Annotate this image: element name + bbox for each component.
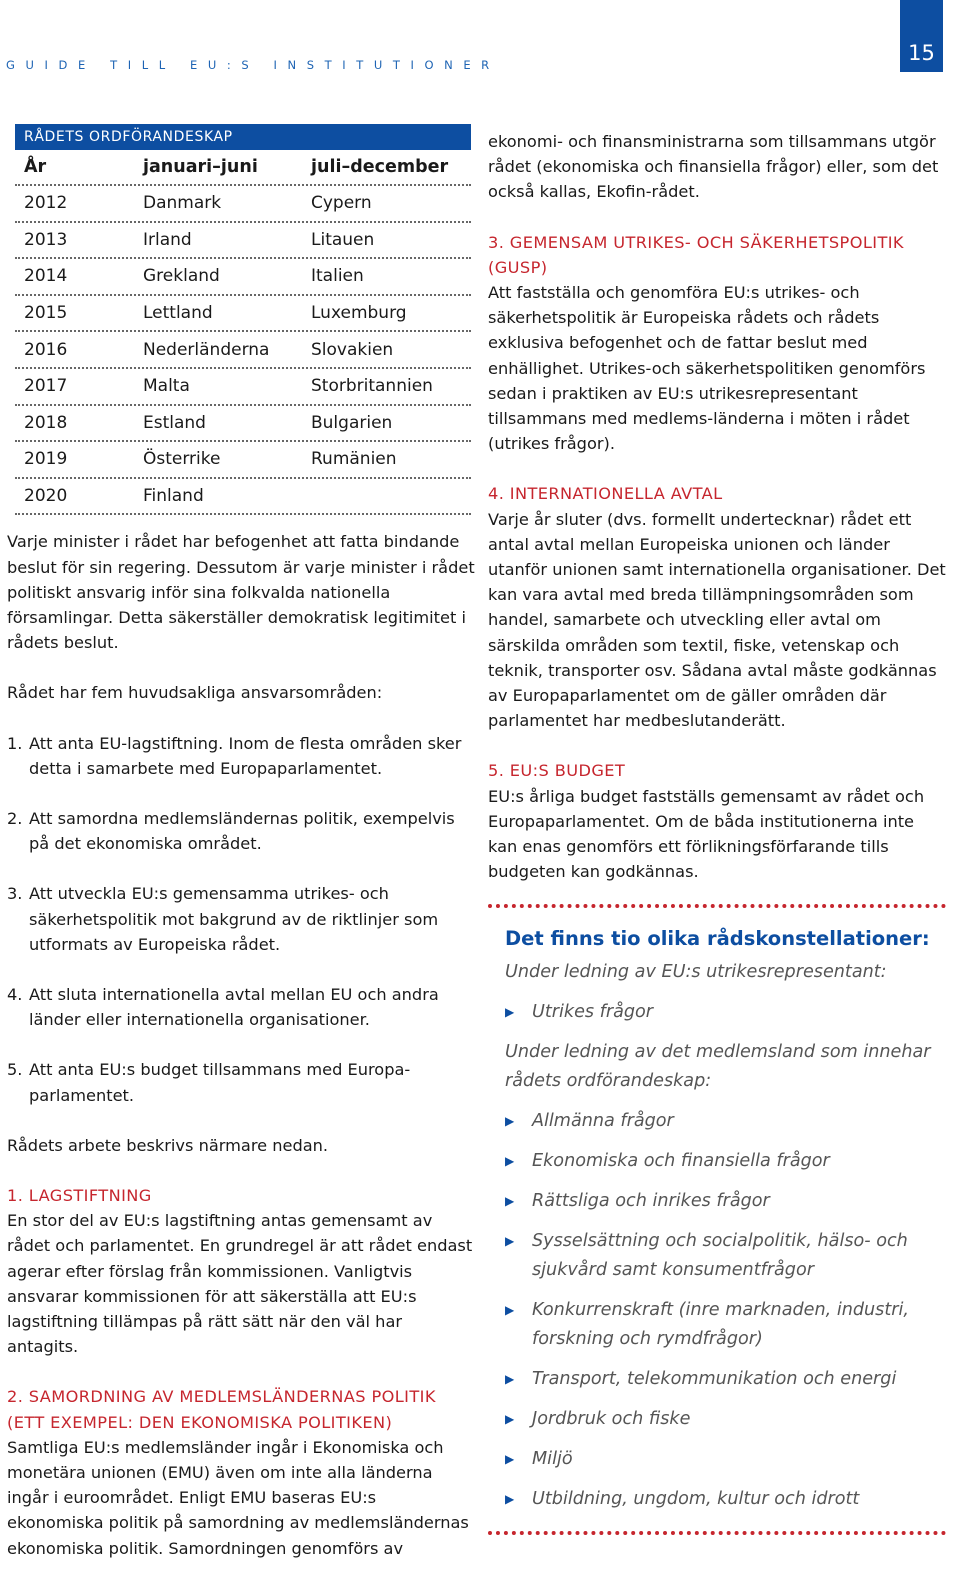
list-item xyxy=(7,1057,475,1107)
table-row xyxy=(15,223,471,260)
box-subheading-2: Under ledning av det medlemsland som innehar rådets ordförandeskap: xyxy=(505,1042,931,1092)
config-list-item xyxy=(505,998,948,1027)
config-list-item xyxy=(505,1296,948,1354)
list-item-text: Att utveckla EU:s gemensamma utrikes- och säkerhetspolitik mot bakgrund av de riktlinjer som utformats av Europeiska rådet. xyxy=(29,884,439,954)
col-header-year: År xyxy=(24,157,47,177)
config-list-item xyxy=(505,1445,948,1474)
section-4-text: Varje år sluter (dvs. formellt undertecknar) rådet ett antal avtal mellan Europeiska unionen och länder utanför unionen samt internationella organisationer. Det kan vara avtal med breda tillämpningsområden som handel, samarbete och utveckling eller avtal om särskilda områden som textil, fiske, vetenskap och teknik, transporter osv. Sådana avtal måste godkännas av Europaparlamentet om de gäller områden där parlamentet har medbeslutanderätt. xyxy=(488,509,946,731)
section-3-heading: 3. GEMENSAM UTRIKES- OCH SÄKERHETSPOLITIK (GUSP) xyxy=(488,232,904,277)
config-label: Miljö xyxy=(532,1449,573,1470)
list-item-number: 1. xyxy=(7,733,23,753)
first-half-cell: Estland xyxy=(143,412,206,433)
config-group-2 xyxy=(505,1107,948,1514)
config-group-1 xyxy=(505,998,948,1027)
triangle-bullet-icon: ▶ xyxy=(505,1492,515,1507)
year-cell: 2015 xyxy=(24,303,68,324)
table-row xyxy=(15,442,471,479)
box-title: Det finns tio olika rådskonstellationer: xyxy=(505,927,930,951)
section-2-heading: 2. SAMORDNING AV MEDLEMSLÄNDERNAS POLITIK (ETT EXEMPEL: DEN EKONOMISKA POLITIKEN) xyxy=(7,1387,436,1432)
config-label: Ekonomiska och finansiella frågor xyxy=(532,1151,830,1172)
table-title: RÅDETS ORDFÖRANDESKAP xyxy=(15,124,471,150)
continued-text: ekonomi- och finansministrarna som tillsammans utgör rådet (ekonomiska och finansiella frågor) eller, som det också kallas, Ekofin-rådet. xyxy=(488,132,939,202)
config-list-item xyxy=(505,1227,948,1285)
list-item-number: 5. xyxy=(7,1060,23,1080)
work-intro: Rådets arbete beskrivs närmare nedan. xyxy=(7,1135,329,1155)
page-number: 15 xyxy=(900,0,943,72)
second-half-cell: Storbritannien xyxy=(311,376,433,397)
table-body xyxy=(15,186,471,515)
first-half-cell: Grekland xyxy=(143,266,220,287)
box-subheading-1: Under ledning av EU:s utrikesrepresentant: xyxy=(505,962,887,983)
right-column xyxy=(488,129,948,1535)
config-label: Utrikes frågor xyxy=(532,1002,654,1023)
config-label: Rättsliga och inrikes frågor xyxy=(532,1191,770,1212)
triangle-bullet-icon: ▶ xyxy=(505,1412,515,1427)
list-item-number: 4. xyxy=(7,984,23,1004)
list-item-text: Att anta EU:s budget tillsammans med Europa-parlamentet. xyxy=(29,1060,411,1105)
col-header-first-half: januari–juni xyxy=(143,157,258,177)
first-half-cell: Finland xyxy=(143,486,204,507)
triangle-bullet-icon: ▶ xyxy=(505,1234,515,1249)
triangle-bullet-icon: ▶ xyxy=(505,1154,515,1169)
triangle-bullet-icon: ▶ xyxy=(505,1303,515,1318)
section-1-heading: 1. LAGSTIFTNING xyxy=(7,1186,152,1205)
first-half-cell: Malta xyxy=(143,376,190,397)
triangle-bullet-icon: ▶ xyxy=(505,1005,515,1020)
config-label: Transport, telekommunikation och energi xyxy=(532,1369,897,1390)
section-2-text: Samtliga EU:s medlemsländer ingår i Ekonomiska och monetära unionen (EMU) även om inte alla länderna ingår i euroområdet. Enligt EMU baseras EU:s ekonomiska politik på samordning av medlemsländernas ekonomiska politik. Samordningen genomförs av xyxy=(7,1437,469,1558)
section-1-text: En stor del av EU:s lagstiftning antas gemensamt av rådet och parlamentet. En grundregel är att rådet endast agerar efter förslag från kommissionen. Vanligtvis ansvarar kommissionen för att säkerställa att EU:s lagstiftning tillämpas på rätt sätt när den väl har antagits. xyxy=(7,1211,473,1357)
config-label: Utbildning, ungdom, kultur och idrott xyxy=(532,1489,860,1510)
table-row xyxy=(15,259,471,296)
list-item-number: 2. xyxy=(7,808,23,828)
section-5-heading: 5. EU:S BUDGET xyxy=(488,761,626,781)
list-item-text: Att samordna medlemsländernas politik, exempelvis på det ekonomiska området. xyxy=(29,808,455,854)
year-cell: 2017 xyxy=(24,376,68,397)
first-half-cell: Österrike xyxy=(143,449,221,470)
triangle-bullet-icon: ▶ xyxy=(505,1372,515,1387)
second-half-cell: Luxemburg xyxy=(311,303,407,324)
triangle-bullet-icon: ▶ xyxy=(505,1194,515,1209)
intro-paragraph: Varje minister i rådet har befogenhet att fatta bindande beslut för sin regering. Dessutom är varje minister i rådet politiskt ansvarig inför sina folkvalda nationella församlingar. Detta säkerställer demokratisk legitimitet i rådets beslut. xyxy=(7,532,475,653)
list-item-text: Att sluta internationella avtal mellan EU och andra länder eller internationella organisationer. xyxy=(29,984,439,1030)
section-4-heading: 4. INTERNATIONELLA AVTAL xyxy=(488,484,723,504)
year-cell: 2016 xyxy=(24,339,68,360)
table-row xyxy=(15,479,471,516)
triangle-bullet-icon: ▶ xyxy=(505,1114,515,1129)
table-header-row xyxy=(15,150,471,186)
year-cell: 2012 xyxy=(24,193,68,214)
triangle-bullet-icon: ▶ xyxy=(505,1452,515,1467)
config-list-item xyxy=(505,1405,948,1434)
responsibilities-list xyxy=(7,731,475,1108)
config-list-item xyxy=(505,1147,948,1176)
left-text xyxy=(7,529,475,1561)
config-list-item xyxy=(505,1187,948,1216)
presidency-table xyxy=(15,124,471,515)
section-5-text: EU:s årliga budget fastställs gemensamt av rådet och Europaparlamentet. Om de båda institutionerna inte kan enas genomförs ett förlikningsförfarande tills budgeten kan godkännas. xyxy=(488,786,925,882)
year-cell: 2013 xyxy=(24,229,68,250)
config-list-item xyxy=(505,1365,948,1394)
config-label: Jordbruk och fiske xyxy=(532,1409,691,1430)
list-item-number: 3. xyxy=(7,884,23,904)
responsibilities-intro: Rådet har fem huvudsakliga ansvarsområden: xyxy=(7,683,383,703)
table-row xyxy=(15,296,471,333)
list-item xyxy=(7,806,475,856)
council-configurations-box xyxy=(488,926,948,1514)
left-column xyxy=(7,124,475,1561)
config-label: Konkurrenskraft (inre marknaden, industri, forskning och rymdfrågor) xyxy=(532,1300,909,1350)
config-label: Allmänna frågor xyxy=(532,1111,674,1132)
section-3-text: Att fastställa och genomföra EU:s utrikes- och säkerhetspolitik är Europeiska rådets och rådets exklusiva befogenhet och de fattar beslut med enhällighet. Utrikes-och säkerhetspolitiken genomförs sedan i praktiken av EU:s utrikesrepresentant tillsammans med medlems-länderna i möten i rådet (utrikes frågor). xyxy=(488,283,926,454)
second-half-cell: Slovakien xyxy=(311,339,394,360)
table-row xyxy=(15,406,471,443)
list-item-text: Att anta EU-lagstiftning. Inom de flesta områden sker detta i samarbete med Europaparlamentet. xyxy=(29,733,462,778)
table-row xyxy=(15,332,471,369)
box-bottom-divider xyxy=(488,1531,946,1535)
config-label: Sysselsättning och socialpolitik, hälso- och sjukvård samt konsumentfrågor xyxy=(532,1231,908,1281)
col-header-second-half: juli–december xyxy=(311,157,449,177)
second-half-cell: Cypern xyxy=(311,193,372,214)
second-half-cell: Bulgarien xyxy=(311,412,393,433)
config-list-item xyxy=(505,1485,948,1514)
list-item xyxy=(7,982,475,1032)
second-half-cell: Italien xyxy=(311,266,364,287)
table-row xyxy=(15,369,471,406)
list-item xyxy=(7,881,475,957)
running-header: GUIDE TILL EU:S INSTITUTIONER xyxy=(6,58,500,72)
first-half-cell: Lettland xyxy=(143,303,213,324)
first-half-cell: Irland xyxy=(143,229,192,250)
table-row xyxy=(15,186,471,223)
first-half-cell: Nederländerna xyxy=(143,339,270,360)
year-cell: 2018 xyxy=(24,412,68,433)
year-cell: 2014 xyxy=(24,266,68,287)
year-cell: 2019 xyxy=(24,449,68,470)
second-half-cell: Rumänien xyxy=(311,449,397,470)
year-cell: 2020 xyxy=(24,486,68,507)
config-list-item xyxy=(505,1107,948,1136)
box-top-divider xyxy=(488,904,946,908)
first-half-cell: Danmark xyxy=(143,193,222,214)
second-half-cell: Litauen xyxy=(311,229,375,250)
list-item xyxy=(7,731,475,781)
